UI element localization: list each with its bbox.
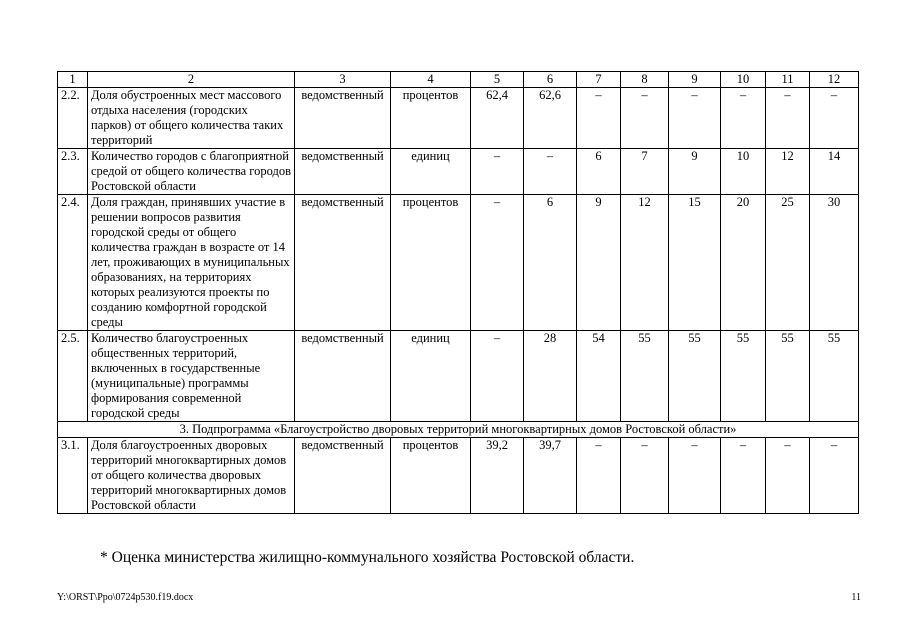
value-cell: – bbox=[471, 195, 524, 331]
header-cell: 4 bbox=[391, 72, 471, 88]
unit: процентов bbox=[391, 88, 471, 149]
indicator-type: ведомственный bbox=[295, 438, 391, 514]
indicator-name: Количество городов с благоприятной средой от общего количества городов Ростовской области bbox=[88, 149, 295, 195]
indicator-type: ведомственный bbox=[295, 149, 391, 195]
value-cell: – bbox=[766, 438, 810, 514]
header-cell: 7 bbox=[577, 72, 621, 88]
table-header-row bbox=[58, 72, 859, 88]
table-row bbox=[58, 88, 859, 149]
header-cell: 1 bbox=[58, 72, 88, 88]
indicators-table bbox=[57, 71, 859, 514]
unit: единиц bbox=[391, 149, 471, 195]
value-cell: 6 bbox=[577, 149, 621, 195]
value-cell: 9 bbox=[577, 195, 621, 331]
row-number: 2.4. bbox=[58, 195, 88, 331]
value-cell: 39,7 bbox=[524, 438, 577, 514]
value-cell: 55 bbox=[669, 331, 721, 422]
header-cell: 2 bbox=[88, 72, 295, 88]
value-cell: 6 bbox=[524, 195, 577, 331]
header-cell: 10 bbox=[721, 72, 766, 88]
indicator-name: Доля граждан, принявших участие в решении вопросов развития городской среды от общего количества граждан в возрасте от 14 лет, проживающих в муниципальных образованиях, на территориях которых реализуются проекты по созданию комфортной городской среды bbox=[88, 195, 295, 331]
header-cell: 11 bbox=[766, 72, 810, 88]
footer-file-path: Y:\ORST\Ppo\0724p530.f19.docx bbox=[57, 592, 194, 603]
indicator-type: ведомственный bbox=[295, 331, 391, 422]
value-cell: 62,6 bbox=[524, 88, 577, 149]
value-cell: 9 bbox=[669, 149, 721, 195]
value-cell: – bbox=[669, 438, 721, 514]
value-cell: 39,2 bbox=[471, 438, 524, 514]
unit: процентов bbox=[391, 438, 471, 514]
value-cell: 55 bbox=[766, 331, 810, 422]
value-cell: 12 bbox=[766, 149, 810, 195]
table-row bbox=[58, 149, 859, 195]
value-cell: – bbox=[524, 149, 577, 195]
value-cell: 14 bbox=[810, 149, 859, 195]
value-cell: – bbox=[721, 88, 766, 149]
value-cell: 25 bbox=[766, 195, 810, 331]
value-cell: – bbox=[621, 438, 669, 514]
indicator-name: Доля обустроенных мест массового отдыха населения (городских парков) от общего количества таких территорий bbox=[88, 88, 295, 149]
header-cell: 9 bbox=[669, 72, 721, 88]
section-row bbox=[58, 422, 859, 438]
row-number: 2.5. bbox=[58, 331, 88, 422]
unit: единиц bbox=[391, 331, 471, 422]
table-row bbox=[58, 331, 859, 422]
table-row bbox=[58, 438, 859, 514]
indicator-name: Количество благоустроенных общественных территорий, включенных в государственные (муниципальные) программы формирования современной городской среды bbox=[88, 331, 295, 422]
header-cell: 5 bbox=[471, 72, 524, 88]
row-number: 2.2. bbox=[58, 88, 88, 149]
value-cell: 55 bbox=[810, 331, 859, 422]
footer-page-number: 11 bbox=[851, 592, 861, 603]
value-cell: 55 bbox=[721, 331, 766, 422]
value-cell: – bbox=[766, 88, 810, 149]
value-cell: – bbox=[577, 438, 621, 514]
value-cell: 28 bbox=[524, 331, 577, 422]
indicator-name: Доля благоустроенных дворовых территорий многоквартирных домов от общего количества дворовых территорий многоквартирных домов Ростовской области bbox=[88, 438, 295, 514]
value-cell: – bbox=[471, 149, 524, 195]
header-cell: 6 bbox=[524, 72, 577, 88]
value-cell: – bbox=[810, 88, 859, 149]
indicator-type: ведомственный bbox=[295, 88, 391, 149]
header-cell: 12 bbox=[810, 72, 859, 88]
value-cell: – bbox=[621, 88, 669, 149]
value-cell: 12 bbox=[621, 195, 669, 331]
value-cell: 54 bbox=[577, 331, 621, 422]
value-cell: 55 bbox=[621, 331, 669, 422]
row-number: 3.1. bbox=[58, 438, 88, 514]
value-cell: – bbox=[471, 331, 524, 422]
value-cell: – bbox=[810, 438, 859, 514]
indicator-type: ведомственный bbox=[295, 195, 391, 331]
value-cell: 10 bbox=[721, 149, 766, 195]
table-body bbox=[58, 72, 859, 514]
value-cell: 20 bbox=[721, 195, 766, 331]
value-cell: 7 bbox=[621, 149, 669, 195]
value-cell: 62,4 bbox=[471, 88, 524, 149]
value-cell: – bbox=[669, 88, 721, 149]
header-cell: 3 bbox=[295, 72, 391, 88]
footnote: * Оценка министерства жилищно-коммунального хозяйства Ростовской области. bbox=[100, 549, 635, 566]
value-cell: – bbox=[577, 88, 621, 149]
row-number: 2.3. bbox=[58, 149, 88, 195]
section-title: 3. Подпрограмма «Благоустройство дворовых территорий многоквартирных домов Ростовской области» bbox=[58, 422, 859, 438]
header-cell: 8 bbox=[621, 72, 669, 88]
unit: процентов bbox=[391, 195, 471, 331]
value-cell: – bbox=[721, 438, 766, 514]
table-row bbox=[58, 195, 859, 331]
value-cell: 30 bbox=[810, 195, 859, 331]
value-cell: 15 bbox=[669, 195, 721, 331]
